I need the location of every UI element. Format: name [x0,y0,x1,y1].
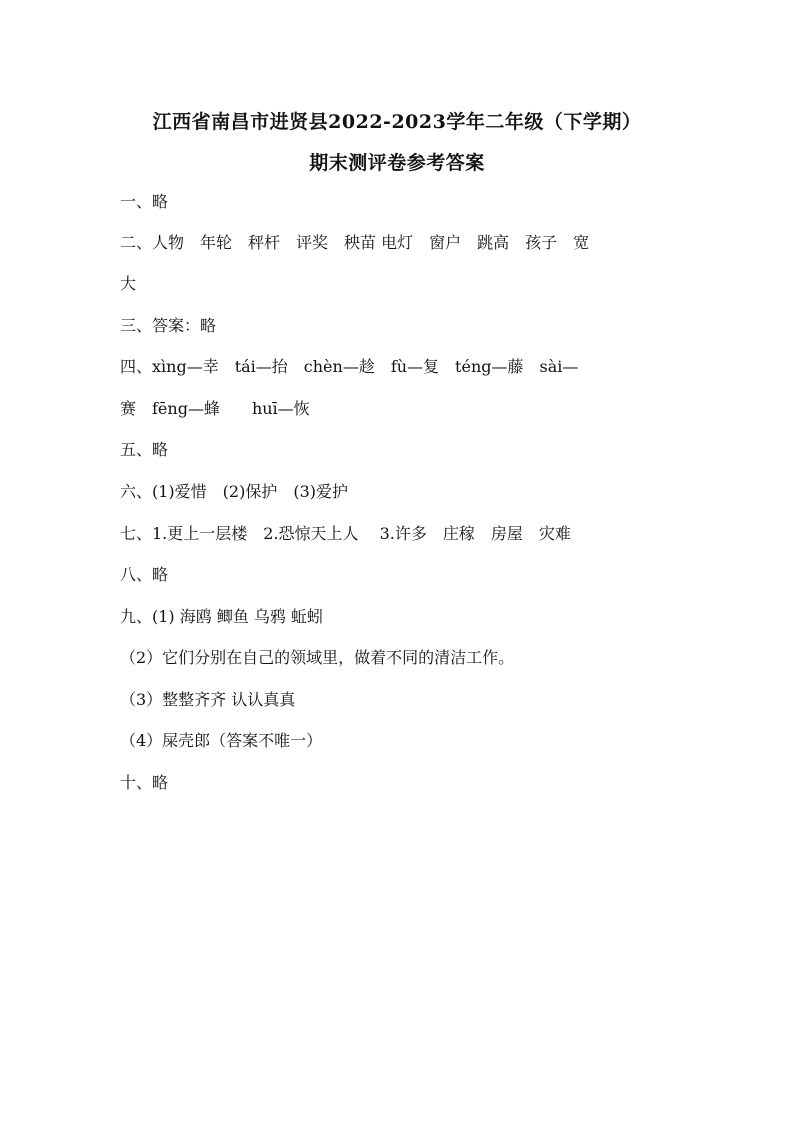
answer-line-3: 三、答案：略 [120,316,217,335]
answer-line-2-cont: 大 [120,274,137,293]
answer-line-9-1: 九、(1) 海鸥 鲫鱼 乌鸦 蚯蚓 [120,607,324,626]
answer-line-8: 八、略 [120,565,169,584]
answer-line-4: 四、xìng—幸 tái—抬 chèn—趁 fù—复 téng—藤 sài— [120,357,579,376]
answer-line-9-2: （2）它们分别在自己的领域里，做着不同的清洁工作。 [120,648,515,667]
answer-line-2: 二、人物 年轮 秤杆 评奖 秧苗 电灯 窗户 跳高 孩子 宽 [120,233,590,252]
answer-line-6: 六、(1)爱惜 (2)保护 (3)爱护 [120,482,348,501]
answer-line-4-cont: 赛 fēng—蜂 huī—恢 [120,399,310,418]
answer-line-10: 十、略 [120,773,169,792]
answer-line-9-3: （3）整整齐齐 认认真真 [120,690,296,709]
answer-line-7: 七、1.更上一层楼 2.恐惊天上人 3.许多 庄稼 房屋 灾难 [120,524,571,543]
answer-line-1: 一、略 [120,192,169,211]
answer-line-5: 五、略 [120,440,169,459]
document-title-line1: 江西省南昌市进贤县2022-2023学年二年级（下学期） [152,111,642,133]
document-title-line2: 期末测评卷参考答案 [309,152,485,174]
answer-line-9-4: （4）屎壳郎（答案不唯一） [120,731,323,750]
